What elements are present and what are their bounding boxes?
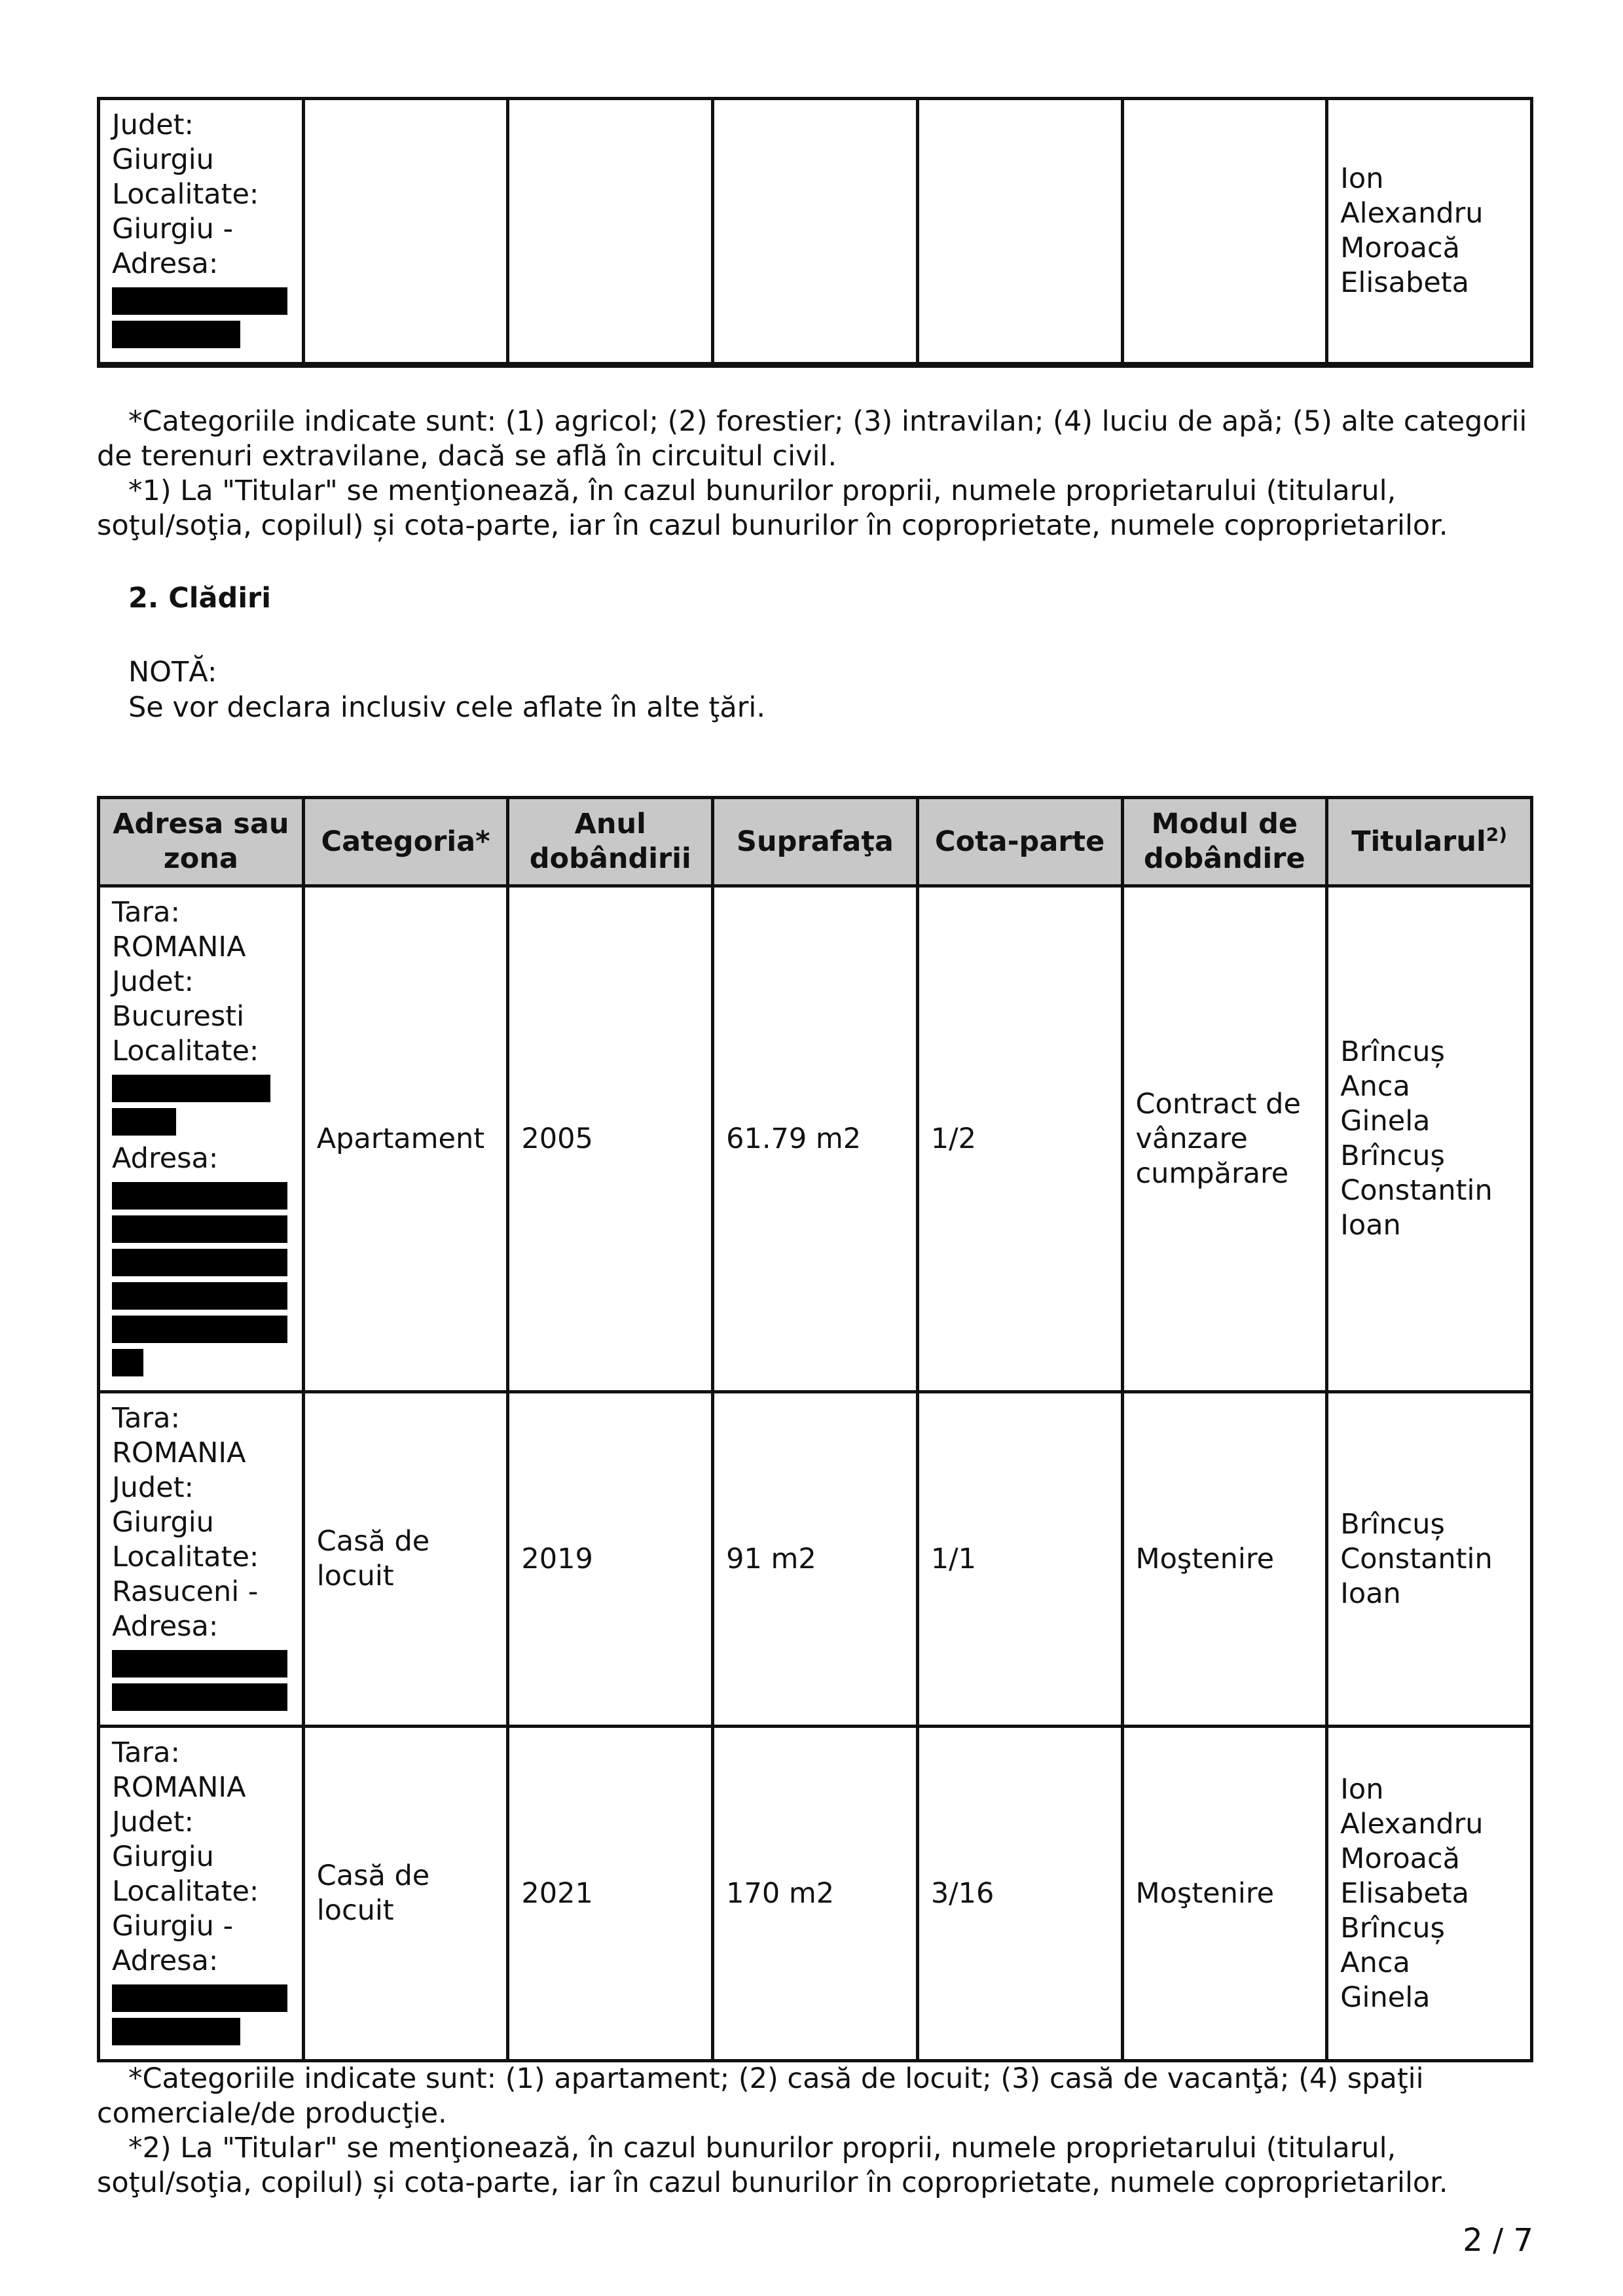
titular-cell — [1327, 99, 1532, 365]
address-line: Judet: — [112, 1806, 194, 1839]
address-line: ROMANIA — [112, 931, 246, 963]
header-adresa: Adresa sau zona — [99, 798, 304, 886]
suprafata-cell: 91 m2 — [713, 1392, 918, 1727]
redaction-block — [112, 2018, 240, 2045]
categories-note: *Categoriile indicate sunt: (1) agricol; (2) forestier; (3) intravilan; (4) luciu de apă; (5) alte categorii de terenuri extravilane, dacă se află în circuitul civil. — [97, 405, 1527, 473]
address-line: Bucuresti — [112, 1000, 245, 1033]
modul-cell: Moştenire — [1122, 1727, 1327, 2061]
address-line: Localitate: — [112, 1875, 259, 1908]
titular-cell — [1327, 886, 1532, 1392]
titular-cell — [1327, 1727, 1532, 2061]
redaction-block — [112, 1349, 143, 1376]
titular-line: Constantin — [1340, 1174, 1493, 1207]
table-row — [99, 99, 1532, 365]
cota-cell: 1/1 — [917, 1392, 1122, 1727]
categoria-cell: Casă de locuit — [303, 1727, 508, 2061]
titular-line: Brîncuș Anca — [1340, 1911, 1445, 1979]
header-titularul — [1327, 798, 1532, 886]
titular-line: Ion — [1340, 162, 1384, 195]
suprafata-cell: 61.79 m2 — [713, 886, 918, 1392]
address-line: Rasuceni - — [112, 1575, 259, 1608]
table-header-row — [99, 798, 1532, 886]
address-line: Localitate: — [112, 178, 259, 211]
redaction-block — [112, 1683, 287, 1711]
modul-cell: Moştenire — [1122, 1392, 1327, 1727]
buildings-table — [97, 796, 1533, 2062]
anul-cell: 2019 — [508, 1392, 713, 1727]
redaction-block — [112, 287, 287, 315]
header-modul: Modul de dobândire — [1122, 798, 1327, 886]
address-line: Adresa: — [112, 247, 219, 280]
header-anul: Anul dobândirii — [508, 798, 713, 886]
address-line: Localitate: — [112, 1541, 259, 1573]
redaction-block — [112, 1182, 287, 1210]
redaction-block — [112, 321, 240, 348]
redaction-block — [112, 1316, 287, 1343]
titular-line: Moroacă — [1340, 232, 1461, 264]
titular-line: Brîncuș — [1340, 1139, 1445, 1172]
redaction-block — [112, 1108, 176, 1136]
redaction-block — [112, 1075, 270, 1102]
address-line: Tara: — [112, 896, 181, 929]
titular-line: Constantin — [1340, 1542, 1493, 1575]
categoria-cell: Casă de locuit — [303, 1392, 508, 1727]
address-cell — [99, 1727, 304, 2061]
titular-line: Elisabeta — [1340, 266, 1469, 299]
empty-cell — [1122, 99, 1327, 365]
address-line: Giurgiu - — [112, 1910, 234, 1943]
redaction-block — [112, 1984, 287, 2012]
nota-label: NOTĂ: — [128, 656, 217, 689]
titular-line: Ioan — [1340, 1577, 1401, 1610]
address-line: Tara: — [112, 1402, 181, 1435]
titular-line: Brîncuș — [1340, 1507, 1445, 1541]
titular-line: Ion — [1340, 1772, 1384, 1806]
redaction-block — [112, 1282, 287, 1310]
categories-note-2: *Categoriile indicate sunt: (1) apartament; (2) casă de locuit; (3) casă de vacanţă; (4) spaţii comerciale/de producţie. — [97, 2062, 1424, 2130]
categoria-cell: Apartament — [303, 886, 508, 1392]
address-line: Adresa: — [112, 1610, 219, 1643]
table-row — [99, 886, 1532, 1392]
address-line: Giurgiu - — [112, 213, 234, 245]
titular-note: *1) La "Titular" se menţionează, în cazul bunurilor proprii, numele proprietarului (titularul, soţul/soţia, copilul) și cota-parte, iar în cazul bunurilor în coproprietate, numele coproprietarilor. — [97, 475, 1448, 542]
table-row — [99, 1392, 1532, 1727]
titular-note-2: *2) La "Titular" se menţionează, în cazul bunurilor proprii, numele proprietarului (titularul, soţul/soţia, copilul) și cota-parte, iar în cazul bunurilor în coproprietate, numele coproprietarilor. — [97, 2132, 1448, 2199]
titular-cell — [1327, 1392, 1532, 1727]
page-number: 2 / 7 — [1463, 2222, 1533, 2259]
titular-line: Brîncuș Anca — [1340, 1035, 1445, 1103]
empty-cell — [713, 99, 918, 365]
address-line: Localitate: — [112, 1035, 259, 1067]
empty-cell — [303, 99, 508, 365]
header-suprafata: Suprafaţa — [713, 798, 918, 886]
header-cota: Cota-parte — [917, 798, 1122, 886]
table-row — [99, 1727, 1532, 2061]
address-line: Giurgiu — [112, 1506, 214, 1539]
titular-line: Elisabeta — [1340, 1876, 1469, 1910]
header-titularul-sup: 2) — [1486, 823, 1508, 846]
cota-cell: 3/16 — [917, 1727, 1122, 2061]
address-cell — [99, 1392, 304, 1727]
address-line: ROMANIA — [112, 1771, 246, 1804]
address-line: Tara: — [112, 1736, 181, 1769]
cota-cell: 1/2 — [917, 886, 1122, 1392]
address-line: Judet: — [112, 109, 194, 141]
anul-cell: 2021 — [508, 1727, 713, 2061]
redaction-block — [112, 1249, 287, 1276]
land-table-continued — [97, 97, 1533, 368]
section-title: 2. Clădiri — [128, 582, 272, 615]
suprafata-cell: 170 m2 — [713, 1727, 918, 2061]
address-line: Judet: — [112, 965, 194, 998]
titular-line: Ginela — [1340, 1105, 1431, 1138]
address-cell — [99, 886, 304, 1392]
address-line: Judet: — [112, 1471, 194, 1504]
titular-line: Moroacă — [1340, 1842, 1461, 1875]
header-titularul-text: Titularul — [1351, 825, 1486, 858]
address-line: ROMANIA — [112, 1437, 246, 1469]
address-line: Adresa: — [112, 1945, 219, 1977]
titular-line: Alexandru — [1340, 197, 1484, 230]
anul-cell: 2005 — [508, 886, 713, 1392]
address-line: Giurgiu — [112, 1840, 214, 1873]
nota-text: Se vor declara inclusiv cele aflate în alte ţări. — [128, 691, 766, 724]
empty-cell — [917, 99, 1122, 365]
header-categoria: Categoria* — [303, 798, 508, 886]
titular-line: Ioan — [1340, 1209, 1401, 1242]
titular-line: Ginela — [1340, 1981, 1431, 2014]
redaction-block — [112, 1650, 287, 1677]
titular-line: Alexandru — [1340, 1807, 1484, 1840]
empty-cell — [508, 99, 713, 365]
address-line: Giurgiu — [112, 143, 214, 176]
address-cell — [99, 99, 304, 365]
redaction-block — [112, 1215, 287, 1243]
address-line: Adresa: — [112, 1142, 219, 1175]
modul-cell: Contract de vânzare cumpărare — [1122, 886, 1327, 1392]
